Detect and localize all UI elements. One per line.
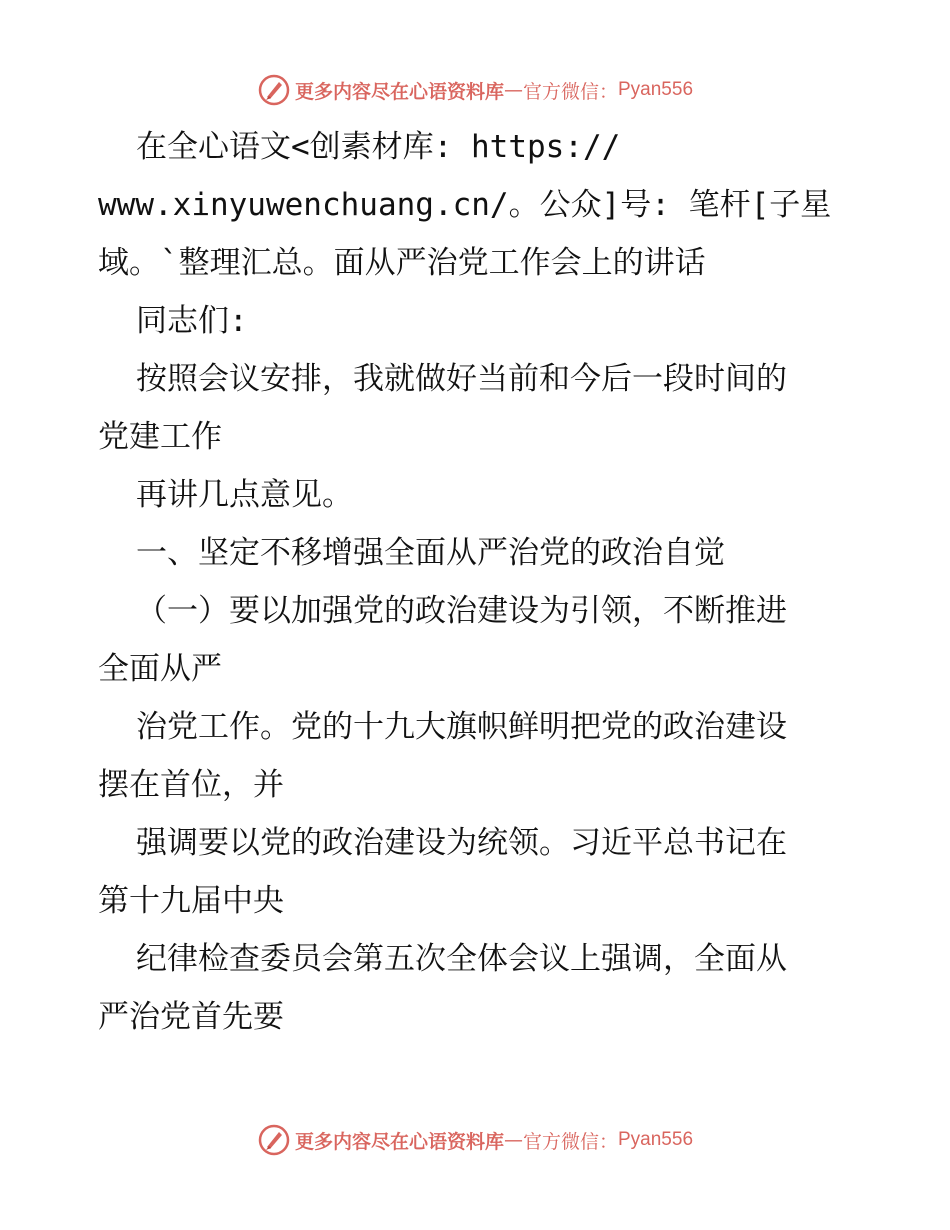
banner-wechat-handle: Pyan556 — [618, 1129, 694, 1150]
text-line: 再讲几点意见。 — [136, 477, 353, 513]
text-line: 按照会议安排，我就做好当前和今后一段时间的 — [136, 361, 787, 397]
text-line: 一、坚定不移增强全面从严治党的政治自觉 — [136, 535, 725, 571]
pen-nib-logo-icon — [257, 73, 291, 107]
banner-dash: — — [503, 79, 523, 101]
text-line: 党建工作 — [98, 419, 222, 455]
footer-banner — [0, 1120, 950, 1160]
text-line: 全面从严 — [98, 651, 222, 687]
banner-wechat-label: 官方微信： — [522, 80, 618, 103]
text-line: 同志们: — [136, 303, 248, 339]
text-line: 治党工作。党的十九大旗帜鲜明把党的政治建设 — [136, 709, 787, 745]
text-line: www.xinyuwenchuang.cn/。公众]号: 笔杆[子星 — [98, 187, 832, 223]
text-line: 摆在首位，并 — [98, 767, 284, 803]
text-line: 域。`整理汇总。面从严治党工作会上的讲话 — [98, 245, 706, 281]
text-line: 第十九届中央 — [98, 883, 284, 919]
text-line: 强调要以党的政治建设为统领。习近平总书记在 — [136, 825, 787, 861]
banner-wechat-label: 官方微信： — [522, 1130, 618, 1153]
banner-brand: 更多内容尽在心语资料库 — [294, 1130, 504, 1153]
banner-wechat-handle: Pyan556 — [618, 79, 694, 100]
header-banner — [0, 70, 950, 110]
document-body — [98, 118, 858, 1046]
text-line: 在全心语文<创素材库: https:// — [136, 129, 621, 165]
pen-nib-logo-icon — [257, 1123, 291, 1157]
banner-dash: — — [503, 1129, 523, 1151]
text-line: 纪律检查委员会第五次全体会议上强调，全面从 — [136, 941, 787, 977]
banner-brand: 更多内容尽在心语资料库 — [294, 80, 504, 103]
text-line: （一）要以加强党的政治建设为引领，不断推进 — [136, 593, 787, 629]
text-line: 严治党首先要 — [98, 999, 284, 1035]
